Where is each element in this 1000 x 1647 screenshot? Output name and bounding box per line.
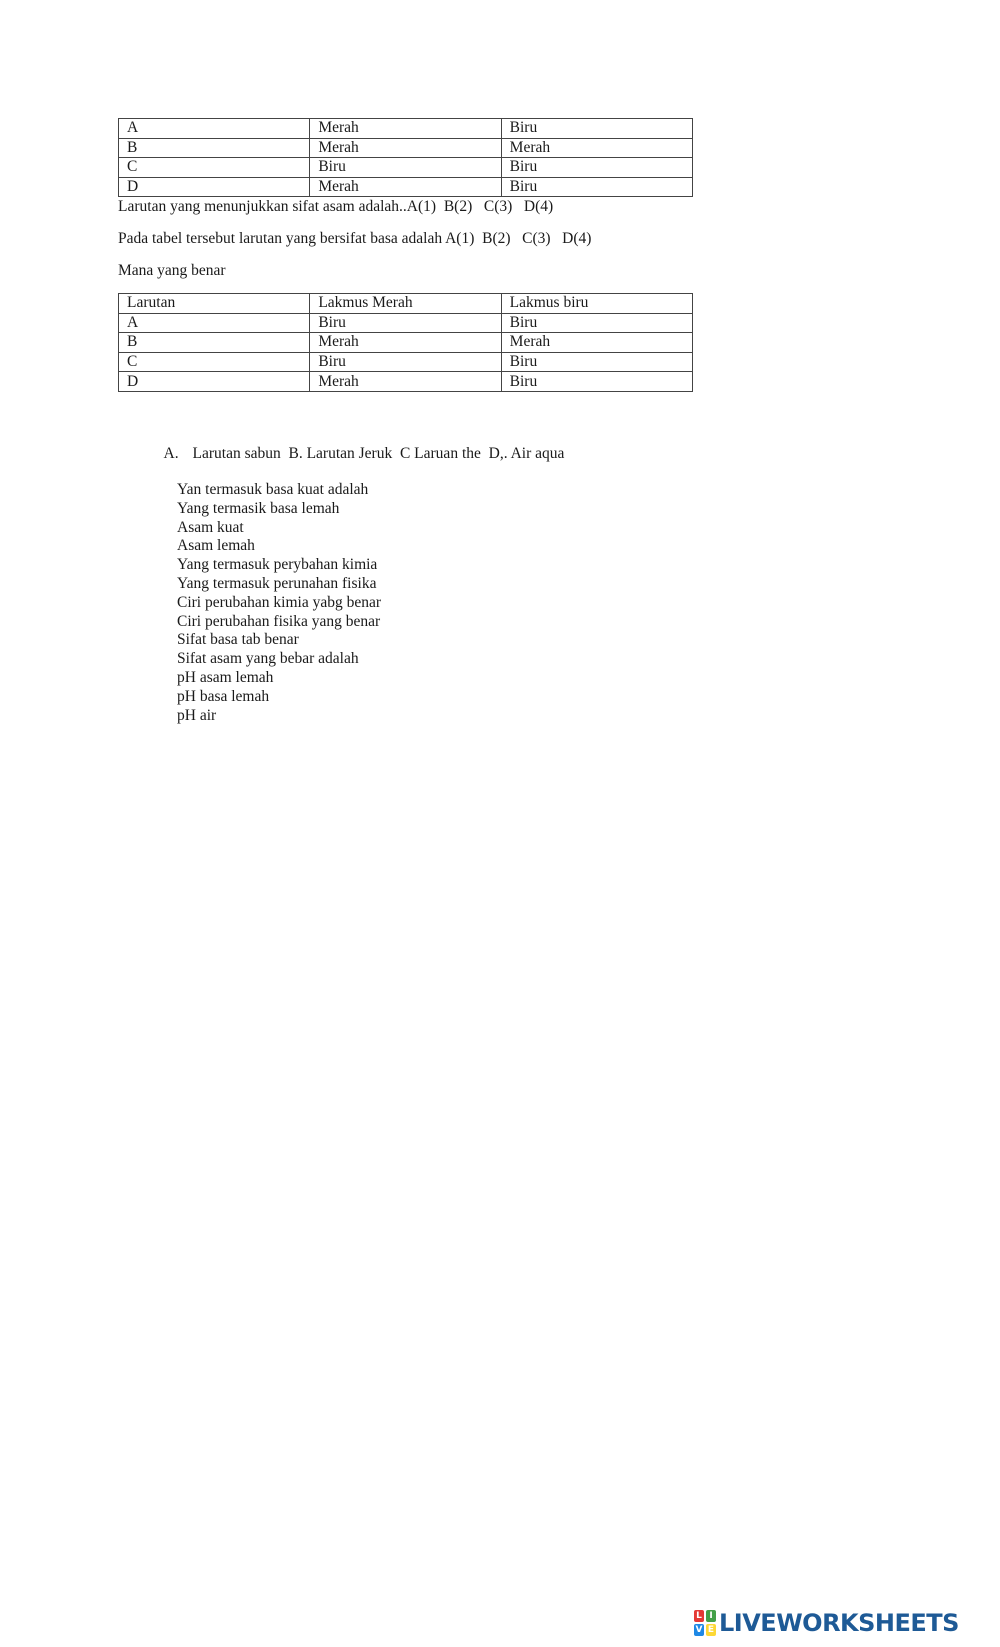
list-item: Ciri perubahan kimia yabg benar: [177, 593, 382, 611]
table-cell: C: [119, 352, 310, 372]
table-cell: B: [119, 333, 310, 353]
logo-cube: E: [707, 1625, 715, 1635]
table-cell: A: [119, 313, 310, 333]
logo-cubes-icon: [694, 1610, 716, 1636]
table-cell: A: [119, 119, 310, 139]
table-row: [119, 333, 693, 353]
table-cell: Biru: [501, 313, 692, 333]
litmus-table-1: [118, 118, 693, 197]
list-item: Yang termasuk perybahan kimia: [177, 556, 378, 574]
table-row: [119, 352, 693, 372]
list-item: Ciri perubahan fisika yang benar: [177, 612, 381, 630]
table-cell: Biru: [310, 313, 501, 333]
list-item: Sifat asam yang bebar adalah: [177, 650, 359, 668]
table-row: [119, 313, 693, 333]
logo-cube: V: [695, 1625, 703, 1635]
table-row: [119, 158, 693, 178]
question-list: [177, 481, 381, 725]
list-item: Sifat basa tab benar: [177, 631, 299, 649]
table-cell: C: [119, 158, 310, 178]
list-item: Yang termasik basa lemah: [177, 499, 340, 517]
table-cell: Biru: [501, 372, 692, 392]
table-row: [119, 138, 693, 158]
list-item: Yang termasuk perunahan fisika: [177, 574, 377, 592]
table-cell: B: [119, 138, 310, 158]
table-row: [119, 372, 693, 392]
table-cell: Biru: [501, 158, 692, 178]
list-item: pH asam lemah: [177, 668, 274, 686]
table-row: [119, 177, 693, 197]
table-cell: Merah: [310, 119, 501, 139]
table-cell: Biru: [501, 352, 692, 372]
table-cell: Merah: [501, 333, 692, 353]
question-acid: Larutan yang menunjukkan sifat asam adalah..A(1) B(2) C(3) D(4): [118, 198, 554, 215]
table-cell: Biru: [310, 158, 501, 178]
table-cell: Biru: [310, 352, 501, 372]
table-cell: Merah: [310, 333, 501, 353]
list-item: pH basa lemah: [177, 687, 270, 705]
table-header-row: [119, 294, 693, 314]
logo-cube: I: [706, 1610, 716, 1622]
liveworksheets-logo: [694, 1609, 959, 1637]
list-item: Asam kuat: [177, 518, 244, 536]
list-item: pH air: [177, 706, 217, 724]
option-text: Larutan sabun B. Larutan Jeruk C Laruan the D,. Air aqua: [192, 445, 565, 462]
table-cell: D: [119, 372, 310, 392]
list-item: Asam lemah: [177, 537, 255, 555]
logo-wordmark: LIVEWORKSHEETS: [719, 1609, 959, 1637]
logo-cube: L: [694, 1610, 704, 1622]
litmus-table-2: [118, 293, 693, 392]
table-cell: Merah: [310, 372, 501, 392]
column-header: Lakmus Merah: [310, 294, 501, 314]
table-row: [119, 119, 693, 139]
question-base: Pada tabel tersebut larutan yang bersifat basa adalah A(1) B(2) C(3) D(4): [118, 230, 592, 247]
table-cell: Biru: [501, 177, 692, 197]
table-cell: Merah: [310, 177, 501, 197]
table-cell: Biru: [501, 119, 692, 139]
column-header: Lakmus biru: [501, 294, 692, 314]
question-correct: Mana yang benar: [118, 262, 226, 279]
list-item: Yan termasuk basa kuat adalah: [177, 481, 369, 498]
column-header: Larutan: [119, 294, 310, 314]
table-cell: Merah: [501, 138, 692, 158]
option-marker: A.: [163, 445, 179, 462]
table-cell: Merah: [310, 138, 501, 158]
table-cell: D: [119, 177, 310, 197]
answer-options: [148, 424, 564, 484]
